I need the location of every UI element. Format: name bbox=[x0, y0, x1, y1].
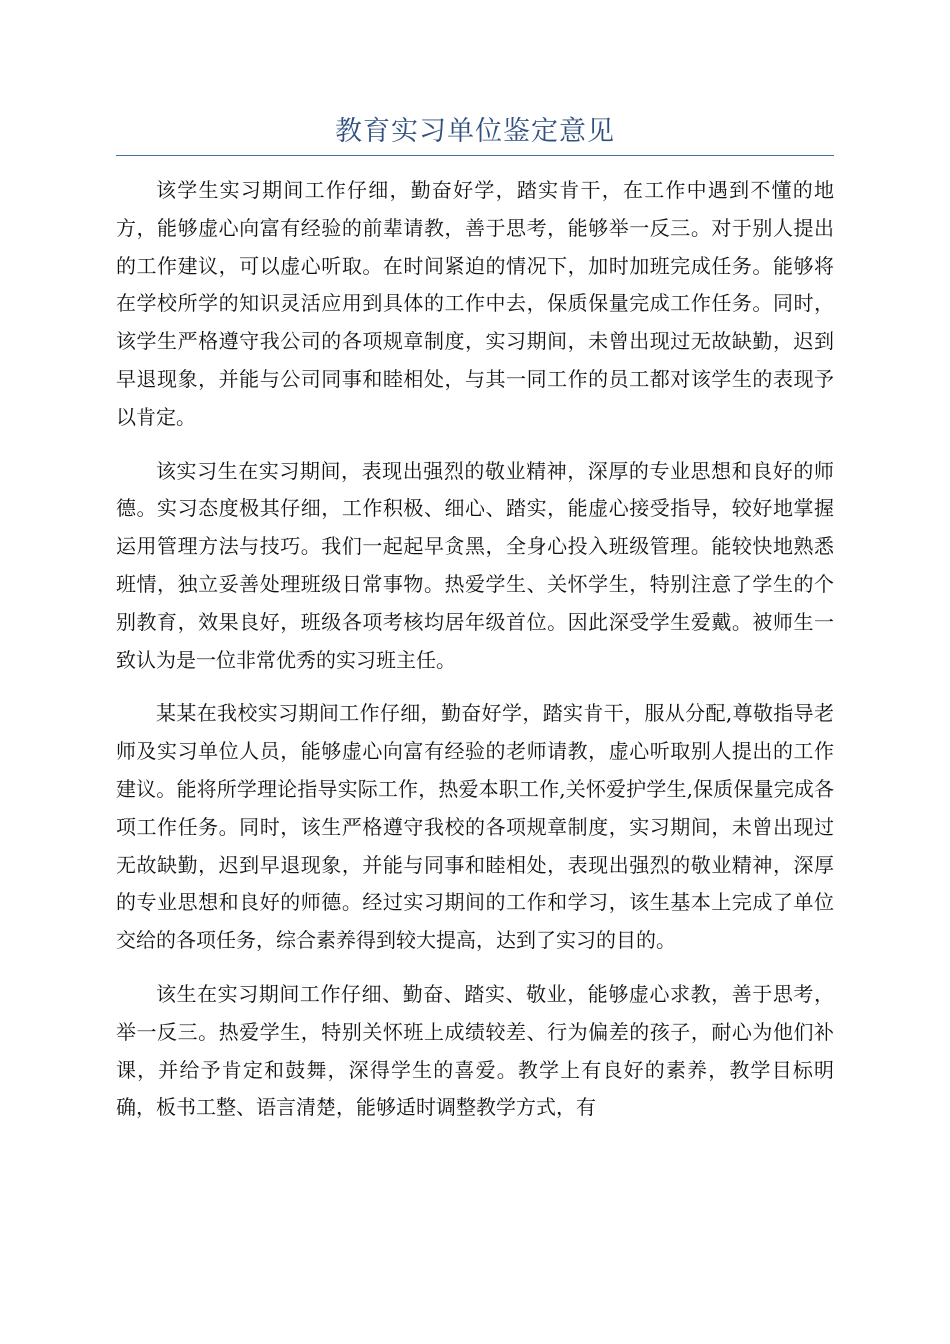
document-body bbox=[116, 172, 834, 1143]
paragraph-1: 该学生实习期间工作仔细，勤奋好学，踏实肯干，在工作中遇到不懂的地方，能够虚心向富有经验的前辈请教，善于思考，能够举一反三。对于别人提出的工作建议，可以虚心听取。在时间紧迫的情况下，加时加班完成任务。能够将在学校所学的知识灵活应用到具体的工作中去，保质保量完成工作任务。同时，该学生严格遵守我公司的各项规章制度，实习期间，未曾出现过无故缺勤，迟到早退现象，并能与公司同事和睦相处，与其一同工作的员工都对该学生的表现予以肯定。 bbox=[116, 178, 834, 429]
paragraph-3: 某某在我校实习期间工作仔细，勤奋好学，踏实肯干，服从分配,尊敬指导老师及实习单位人员，能够虚心向富有经验的老师请教，虚心听取别人提出的工作建议。能将所学理论指导实际工作，热爱本职工作,关怀爱护学生,保质保量完成各项工作任务。同时，该生严格遵守我校的各项规章制度，实习期间，未曾出现过无故缺勤，迟到早退现象，并能与同事和睦相处，表现出强烈的敬业精神，深厚的专业思想和良好的师德。经过实习期间的工作和学习，该生基本上完成了单位交给的各项任务，综合素养得到较大提高，达到了实习的目的。 bbox=[116, 701, 834, 953]
document-title: 教育实习单位鉴定意见 bbox=[335, 116, 615, 147]
title-underline bbox=[116, 155, 834, 156]
paragraph-4: 该生在实习期间工作仔细、勤奋、踏实、敬业，能够虚心求教，善于思考，举一反三。热爱学生，特别关怀班上成绩较差、行为偏差的孩子，耐心为他们补课，并给予肯定和鼓舞，深得学生的喜爱。教学上有良好的素养，教学目标明确，板书工整、语言清楚，能够适时调整教学方式，有 bbox=[116, 981, 834, 1120]
paragraph-2: 该实习生在实习期间，表现出强烈的敬业精神，深厚的专业思想和良好的师德。实习态度极其仔细，工作积极、细心、踏实，能虚心接受指导，较好地掌握运用管理方法与技巧。我们一起起早贪黑，全身心投入班级管理。能较快地熟悉班情，独立妥善处理班级日常事物。热爱学生、关怀学生，特别注意了学生的个别教育，效果良好，班级各项考核均居年级首位。因此深受学生爱戴。被师生一致认为是一位非常优秀的实习班主任。 bbox=[116, 458, 834, 672]
